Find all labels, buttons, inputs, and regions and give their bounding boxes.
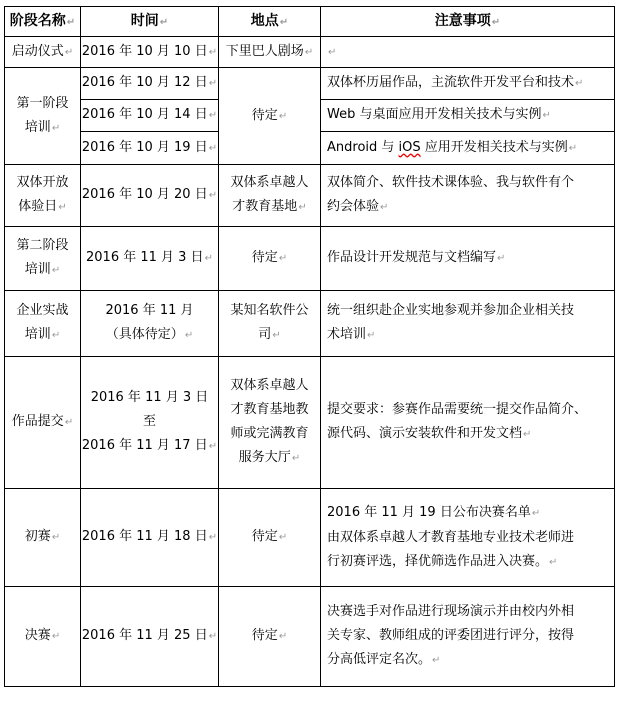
notes-cell: 决赛选手对作品进行现场演示并由校内外相 关专家、教师组成的评委团进行评分，按得 分高低评定名次。↵ [321, 587, 615, 687]
table-row [5, 68, 615, 100]
header-notes: 注意事项↵ [321, 7, 615, 37]
place-cell: 下里巴人剧场↵ [219, 37, 321, 68]
notes-cell: 统一组织赴企业实地参观并参加企业相关技 术培训↵ [321, 291, 615, 357]
time-cell: 2016 年 10 月 20 日↵ [81, 165, 219, 227]
stage-cell: 第二阶段 培训↵ [5, 227, 81, 291]
schedule-table [4, 6, 615, 687]
notes-cell: ↵ [321, 37, 615, 68]
time-cell: 2016 年 10 月 14 日↵ [81, 100, 219, 132]
stage-cell: 企业实战 培训↵ [5, 291, 81, 357]
place-cell: 双体系卓越人 才教育基地教 师或完满教育 服务大厅↵ [219, 357, 321, 489]
place-cell: 待定↵ [219, 227, 321, 291]
time-cell: 2016 年 11 月 （具体待定）↵ [81, 291, 219, 357]
place-cell: 双体系卓越人 才教育基地↵ [219, 165, 321, 227]
time-cell: 2016 年 11 月 3 日↵ [81, 227, 219, 291]
place-cell: 待定↵ [219, 68, 321, 165]
table-row [5, 37, 615, 68]
notes-cell: Android 与 iOS 应用开发相关技术与实例↵ [321, 132, 615, 165]
time-cell: 2016 年 11 月 18 日↵ [81, 489, 219, 587]
place-cell: 待定↵ [219, 587, 321, 687]
notes-cell: 双体简介、软件技术课体验、我与软件有个 约会体验↵ [321, 165, 615, 227]
place-cell: 待定↵ [219, 489, 321, 587]
stage-cell: 双体开放 体验日↵ [5, 165, 81, 227]
notes-cell: 提交要求：参赛作品需要统一提交作品简介、 源代码、演示安装软件和开发文档↵ [321, 357, 615, 489]
notes-cell: 双体杯历届作品，主流软件开发平台和技术↵ [321, 68, 615, 100]
table-row [5, 357, 615, 489]
header-row [5, 7, 615, 37]
table-row [5, 165, 615, 227]
table-row [5, 227, 615, 291]
notes-cell: Web 与桌面应用开发相关技术与实例↵ [321, 100, 615, 132]
stage-cell: 作品提交↵ [5, 357, 81, 489]
header-stage: 阶段名称↵ [5, 7, 81, 37]
notes-cell: 作品设计开发规范与文档编写↵ [321, 227, 615, 291]
time-cell: 2016 年 10 月 19 日↵ [81, 132, 219, 165]
spellcheck-word: iOS [398, 139, 421, 155]
place-cell: 某知名软件公 司↵ [219, 291, 321, 357]
notes-cell: 2016 年 11 月 19 日公布决赛名单↵ 由双体系卓越人才教育基地专业技术老师进 行初赛评选，择优筛选作品进入决赛。↵ [321, 489, 615, 587]
stage-cell: 启动仪式↵ [5, 37, 81, 68]
stage-cell: 初赛↵ [5, 489, 81, 587]
stage-cell: 第一阶段 培训↵ [5, 68, 81, 165]
time-cell: 2016 年 11 月 3 日 至 2016 年 11 月 17 日↵ [81, 357, 219, 489]
time-cell: 2016 年 10 月 12 日↵ [81, 68, 219, 100]
header-place: 地点↵ [219, 7, 321, 37]
header-time: 时间↵ [81, 7, 219, 37]
table-row [5, 291, 615, 357]
stage-cell: 决赛↵ [5, 587, 81, 687]
time-cell: 2016 年 11 月 25 日↵ [81, 587, 219, 687]
time-cell: 2016 年 10 月 10 日↵ [81, 37, 219, 68]
table-row [5, 489, 615, 587]
table-row [5, 587, 615, 687]
